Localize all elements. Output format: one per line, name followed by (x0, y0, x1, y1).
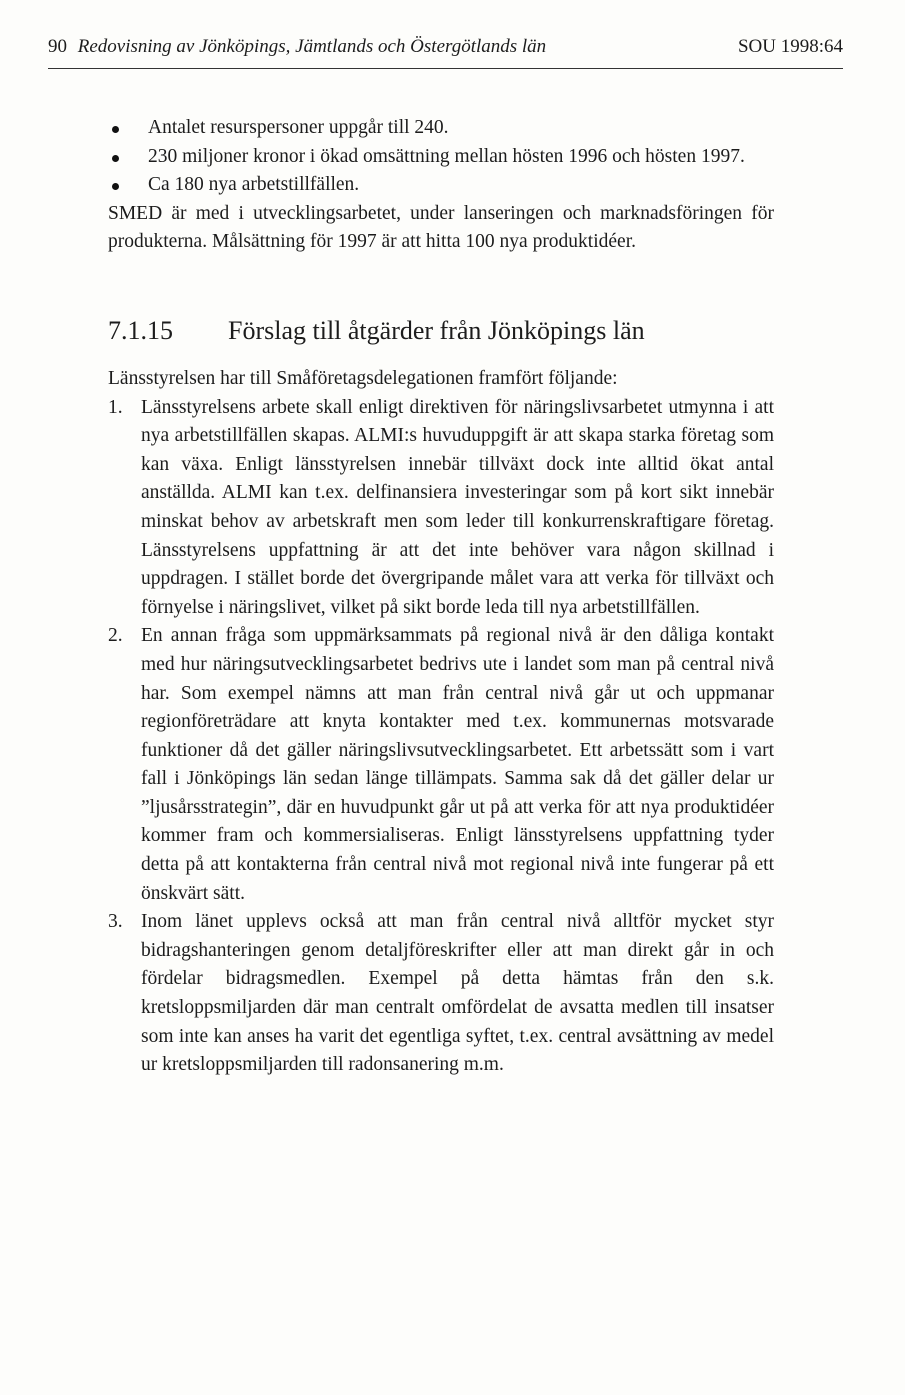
page-body (108, 114, 774, 1080)
list-item (108, 908, 774, 1080)
bullet-text: Ca 180 nya arbetstillfällen. (148, 174, 360, 196)
section-title: Förslag till åtgärder från Jönköpings län (228, 315, 645, 345)
bullet-icon (112, 183, 119, 190)
list-item (108, 114, 774, 143)
smed-paragraph: SMED är med i utvecklingsarbetet, under lanseringen och marknadsföringen för produkterna. Målsättning för 1997 är att hitta 100 nya produktidéer. (108, 202, 774, 253)
item-text: En annan fråga som uppmärksammats på regional nivå är den dåliga kontakt med hur näringsutvecklingsarbetet bedrivs ute i landet som man på central nivå har. Som exempel nämns att man från central nivå går ut och uppmanar regionföreträdare att knyta kontakter med t.ex. kommunernas motsvarade funktioner då det gäller näringslivsutvecklingsarbetet. Ett arbetssätt som i vart fall i Jönköpings län sedan länge tillämpats. Samma sak då det gäller delar ur ”ljusårsstrategin”, där en huvudpunkt går ut på att verka för att nya produktidéer kommer fram och kommersialiseras. Enligt länsstyrelsens uppfattning tyder detta på att kontakterna från central nivå mot regional nivå inte fungerar på ett önskvärt sätt. (141, 625, 774, 904)
item-number: 1. (108, 396, 123, 418)
bullet-text: 230 miljoner kronor i ökad omsättning mellan hösten 1996 och hösten 1997. (148, 145, 745, 167)
running-title: Redovisning av Jönköpings, Jämtlands och Östergötlands län (77, 36, 547, 57)
item-text: Länsstyrelsens arbete skall enligt direktiven för näringslivsarbetet utmynna i att nya arbetstillfällen skapas. ALMI:s huvuduppgift är att skapa starka företag som kan växa. Enligt länsstyrelsen innebär tillväxt dock inte alltid ökat antal anställda. ALMI kan t.ex. delfinansiera investeringar som på kort sikt innebär minskat behov av arbetskraft men som leder till konkurrenskraftigare företag. Länsstyrelsens uppfattning är att det inte behöver vara någon skillnad i uppdragen. I stället borde det övergripande målet vara att verka för tillväxt och förnyelse i näringslivet, vilket på sikt borde leda till nya arbetstillfällen. (141, 396, 774, 618)
section-number: 7.1.15 (108, 315, 173, 345)
item-number: 3. (108, 911, 123, 933)
bullet-icon (112, 126, 119, 133)
bullet-text: Antalet resurspersoner uppgår till 240. (148, 117, 449, 138)
series-label: SOU 1998:64 (737, 36, 843, 57)
bullet-list (108, 114, 774, 200)
list-item (108, 143, 774, 172)
numbered-list (108, 394, 774, 1080)
item-text: Inom länet upplevs också att man från central nivå alltför mycket styr bidragshanteringen genom detaljföreskrifter eller att man direkt går in och fördelar bidragsmedlen. Exempel på detta hämtas från den s.k. kretsloppsmiljarden där man centralt omfördelat de avsatta medlen till insatser som inte kan anses ha varit det egentliga syftet, t.ex. central avsättning av medel ur kretsloppsmiljarden till radonsanering m.m. (141, 911, 774, 1076)
list-item (108, 394, 774, 623)
list-item (108, 171, 774, 200)
item-number: 2. (108, 625, 123, 647)
page-header (48, 34, 843, 69)
bullet-icon (112, 155, 119, 162)
section-heading (108, 315, 774, 347)
intro-paragraph: Länsstyrelsen har till Småföretagsdelegationen framfört följande: (108, 367, 618, 389)
page-number: 90 (48, 36, 67, 57)
list-item (108, 622, 774, 908)
